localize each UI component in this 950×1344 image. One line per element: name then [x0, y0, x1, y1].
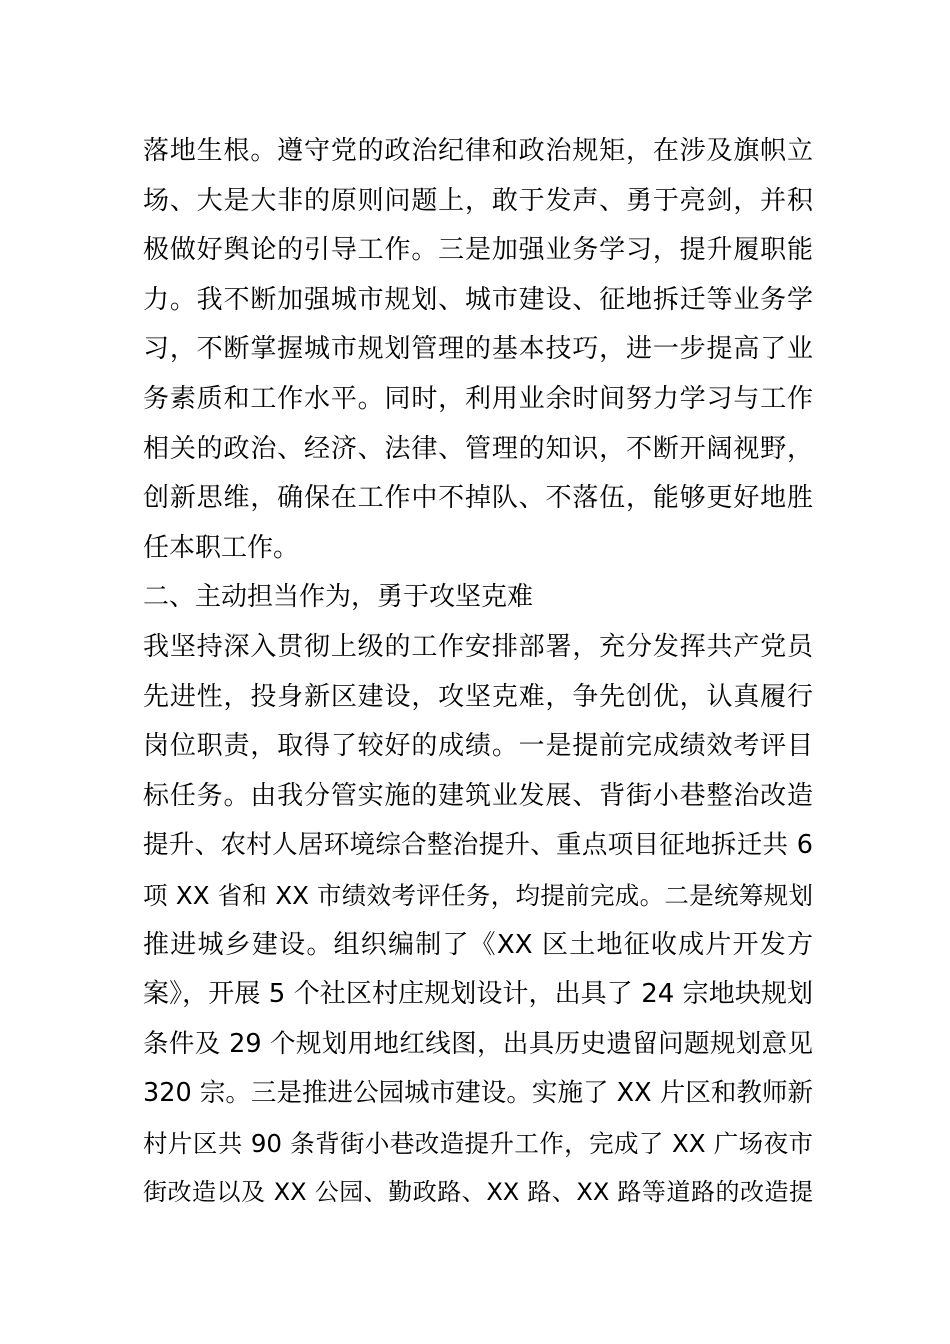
paragraph-line: 先进性，投身新区建设，攻坚克难，争先创优，认真履行 [143, 681, 813, 712]
paragraph-line: 习，不断掌握城市规划管理的基本技巧，进一步提高了业 [143, 334, 813, 365]
paragraph-line: 村片区共 90 条背街小巷改造提升工作，完成了 XX 广场夜市 [143, 1128, 813, 1158]
paragraph-line: 案》，开展 5 个社区村庄规划设计，出具了 24 宗地块规划 [143, 979, 813, 1010]
paragraph-line: 标任务。由我分管实施的建筑业发展、背街小巷整治改造 [143, 780, 813, 811]
paragraph-line: 项 XX 省和 XX 市绩效考评任务，均提前完成。二是统筹规划 [143, 880, 813, 910]
paragraph-line: 落地生根。遵守党的政治纪律和政治规矩，在涉及旗帜立 [143, 136, 813, 166]
paragraph-line: 极做好舆论的引导工作。三是加强业务学习，提升履职能 [143, 235, 813, 266]
paragraph-line: 条件及 29 个规划用地红线图，出具历史遗留问题规划意见 [143, 1028, 813, 1059]
paragraph-line: 提升、农村人居环境综合整治提升、重点项目征地拆迁共 6 [143, 830, 813, 861]
paragraph-line: 320 宗。三是推进公园城市建设。实施了 XX 片区和教师新 [143, 1078, 813, 1109]
section-heading: 二、主动担当作为，勇于攻坚克难 [143, 582, 534, 613]
paragraph-line: 岗位职责，取得了较好的成绩。一是提前完成绩效考评目 [143, 731, 813, 762]
paragraph-line: 创新思维，确保在工作中不掉队、不落伍，能够更好地胜 [143, 483, 813, 514]
document-body [143, 127, 813, 1218]
paragraph-line: 务素质和工作水平。同时，利用业余时间努力学习与工作 [143, 383, 813, 414]
paragraph-line: 力。我不断加强城市规划、城市建设、征地拆迁等业务学 [143, 284, 813, 315]
paragraph-line: 相关的政治、经济、法律、管理的知识，不断开阔视野， [143, 433, 813, 464]
paragraph-line: 我坚持深入贯彻上级的工作安排部署，充分发挥共产党员 [143, 631, 813, 662]
paragraph-line: 场、大是大非的原则问题上，敢于发声、勇于亮剑，并积 [143, 185, 813, 216]
paragraph-line: 推进城乡建设。组织编制了《XX 区土地征收成片开发方 [143, 929, 813, 960]
paragraph-line: 任本职工作。 [143, 532, 300, 563]
paragraph-line: 街改造以及 XX 公园、勤政路、XX 路、XX 路等道路的改造提 [143, 1178, 813, 1207]
